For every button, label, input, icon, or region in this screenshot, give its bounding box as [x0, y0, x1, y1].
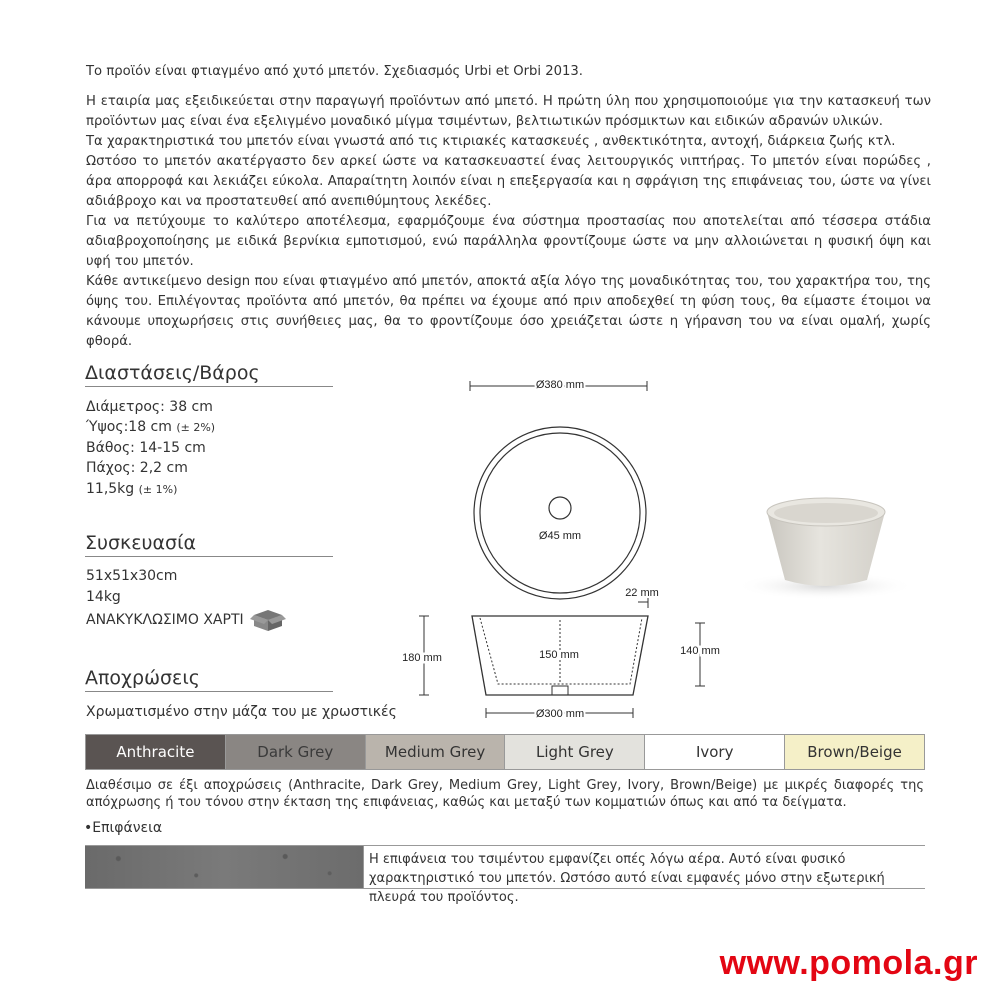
- intro-paragraph: Τα χαρακτηριστικά του μπετόν είναι γνωστά από τις κτιριακές κατασκευές , ανθεκτικότητα, αντοχή, διάρκεια ζωής κτλ.: [86, 134, 896, 149]
- surface-box: [85, 845, 925, 905]
- label-outer-side: 140 mm: [680, 645, 720, 657]
- colors-note: Διαθέσιμο σε έξι αποχρώσεις (Anthracite, Dark Grey, Medium Grey, Light Grey, Ivory, Brown/Beige) με μικρές διαφορές της απόχρωσης ή του τόνου στην έκταση της επιφάνειας, καθώς και μεταξύ των κομματιών όπως και από τα δείγματα.: [86, 778, 924, 810]
- colors-heading: Αποχρώσεις: [85, 667, 333, 692]
- packaging-weight: 14kg: [86, 589, 121, 605]
- spec-weight: [86, 479, 177, 501]
- label-base-diameter: Ø300 mm: [535, 708, 585, 720]
- website-link[interactable]: www.pomola.gr: [719, 944, 978, 982]
- box-icon: [250, 608, 286, 632]
- intro-paragraph: Για να πετύχουμε το καλύτερο αποτέλεσμα, εφαρμόζουμε ένα σύστημα προστασίας που αποτελείται από τέσσερα στάδια αδιαβροχοποίησης με ειδικά βερνίκια εμποτισμού, ενώ παράλληλα φροντίζουμε ώστε να μην αλλοιώνεται η φυσική όψη και υφή του μπετόν.: [86, 214, 931, 269]
- colors-subtitle: Χρωματισμένο στην μάζα του με χρωστικές: [86, 704, 397, 720]
- swatch-ivory[interactable]: Ivory: [645, 735, 785, 769]
- dimensions-heading: Διαστάσεις/Βάρος: [85, 362, 333, 387]
- intro-paragraph: Η εταιρία μας εξειδικεύεται στην παραγωγή προϊόντων από μπετό. Η πρώτη ύλη που χρησιμοποιούμε για την κατασκευή των προϊόντων μας είναι ένα εξελιγμένο μοναδικό μίγμα τσιμέντων, βελτιωτικών πρόσμικτων και ειδικών αδρανών υλικών.: [86, 94, 931, 129]
- spec-height: [86, 417, 215, 439]
- intro-paragraph: Κάθε αντικείμενο design που είναι φτιαγμένο από μπετόν, αποκτά αξία λόγο της μοναδικότητας του, του χαρακτήρα του, της όψης του. Επιλέγοντας προϊόντα από μπετόν, θα πρέπει να έχουμε από πριν αποδεχθεί τη φύση τους, θα είμαστε έτοιμοι να κάνουμε υποχωρήσεις στις συνήθειες μας, θα το φροντίζουμε όσο χρειάζεται ώστε η γήρανση του να είναι ομαλή, χωρίς φθορά.: [86, 274, 931, 349]
- swatch-light-grey[interactable]: Light Grey: [505, 735, 645, 769]
- spec-weight-tolerance: (± 1%): [138, 483, 178, 496]
- label-inner-depth: 150 mm: [539, 649, 579, 661]
- swatch-dark-grey[interactable]: Dark Grey: [226, 735, 366, 769]
- product-photo: [705, 450, 935, 630]
- color-swatches: [85, 734, 925, 770]
- label-wall-thickness: 22 mm: [625, 587, 659, 599]
- packaging-material-label: ΑΝΑΚΥΚΛΩΣΙΜΟ ΧΑΡΤΙ: [86, 612, 244, 628]
- technical-drawing: [380, 368, 740, 728]
- concrete-texture-image: [85, 846, 363, 888]
- swatch-anthracite[interactable]: Anthracite: [86, 735, 226, 769]
- label-drain-diameter: Ø45 mm: [538, 530, 582, 542]
- surface-label: •Επιφάνεια: [84, 820, 163, 836]
- spec-weight-value: 11,5kg: [86, 481, 135, 497]
- surface-description: Η επιφάνεια του τσιμέντου εμφανίζει οπές λόγω αέρα. Αυτό είναι φυσικό χαρακτηριστικό του μπετόν. Ωστόσο αυτό είναι εμφανές μόνο στην εξωτερική πλευρά του προϊόντος.: [363, 846, 925, 888]
- spec-diameter: Διάμετρος: 38 cm: [86, 399, 213, 415]
- label-height: 180 mm: [402, 652, 442, 664]
- packaging-material: [86, 608, 286, 632]
- intro-line: Το προϊόν είναι φτιαγμένο από χυτό μπετόν. Σχεδιασμός Urbi et Orbi 2013.: [86, 64, 583, 79]
- spec-height-value: Ύψος:18 cm: [86, 419, 172, 435]
- intro-text: [86, 62, 931, 352]
- spec-height-tolerance: (± 2%): [176, 421, 216, 434]
- swatch-medium-grey[interactable]: Medium Grey: [366, 735, 506, 769]
- packaging-heading: Συσκευασία: [85, 532, 333, 557]
- spec-thickness: Πάχος: 2,2 cm: [86, 460, 188, 476]
- packaging-size: 51x51x30cm: [86, 568, 178, 584]
- spec-depth: Βάθος: 14-15 cm: [86, 440, 206, 456]
- swatch-brown-beige[interactable]: Brown/Beige: [785, 735, 924, 769]
- label-top-diameter: Ø380 mm: [535, 379, 585, 391]
- intro-paragraph: Ωστόσο το μπετόν ακατέργαστο δεν αρκεί ώστε να κατασκευαστεί ένας λειτουργικός νιπτήρας. Το μπετόν είναι πορώδες , άρα απορροφά και λεκιάζει εύκολα. Απαραίτητη λοιπόν είναι η επεξεργασία και η σφράγιση της επιφάνειας του, ώστε να γίνει αδιάβροχο και να προστατευθεί από ανεπιθύμητους λεκέδες.: [86, 154, 931, 209]
